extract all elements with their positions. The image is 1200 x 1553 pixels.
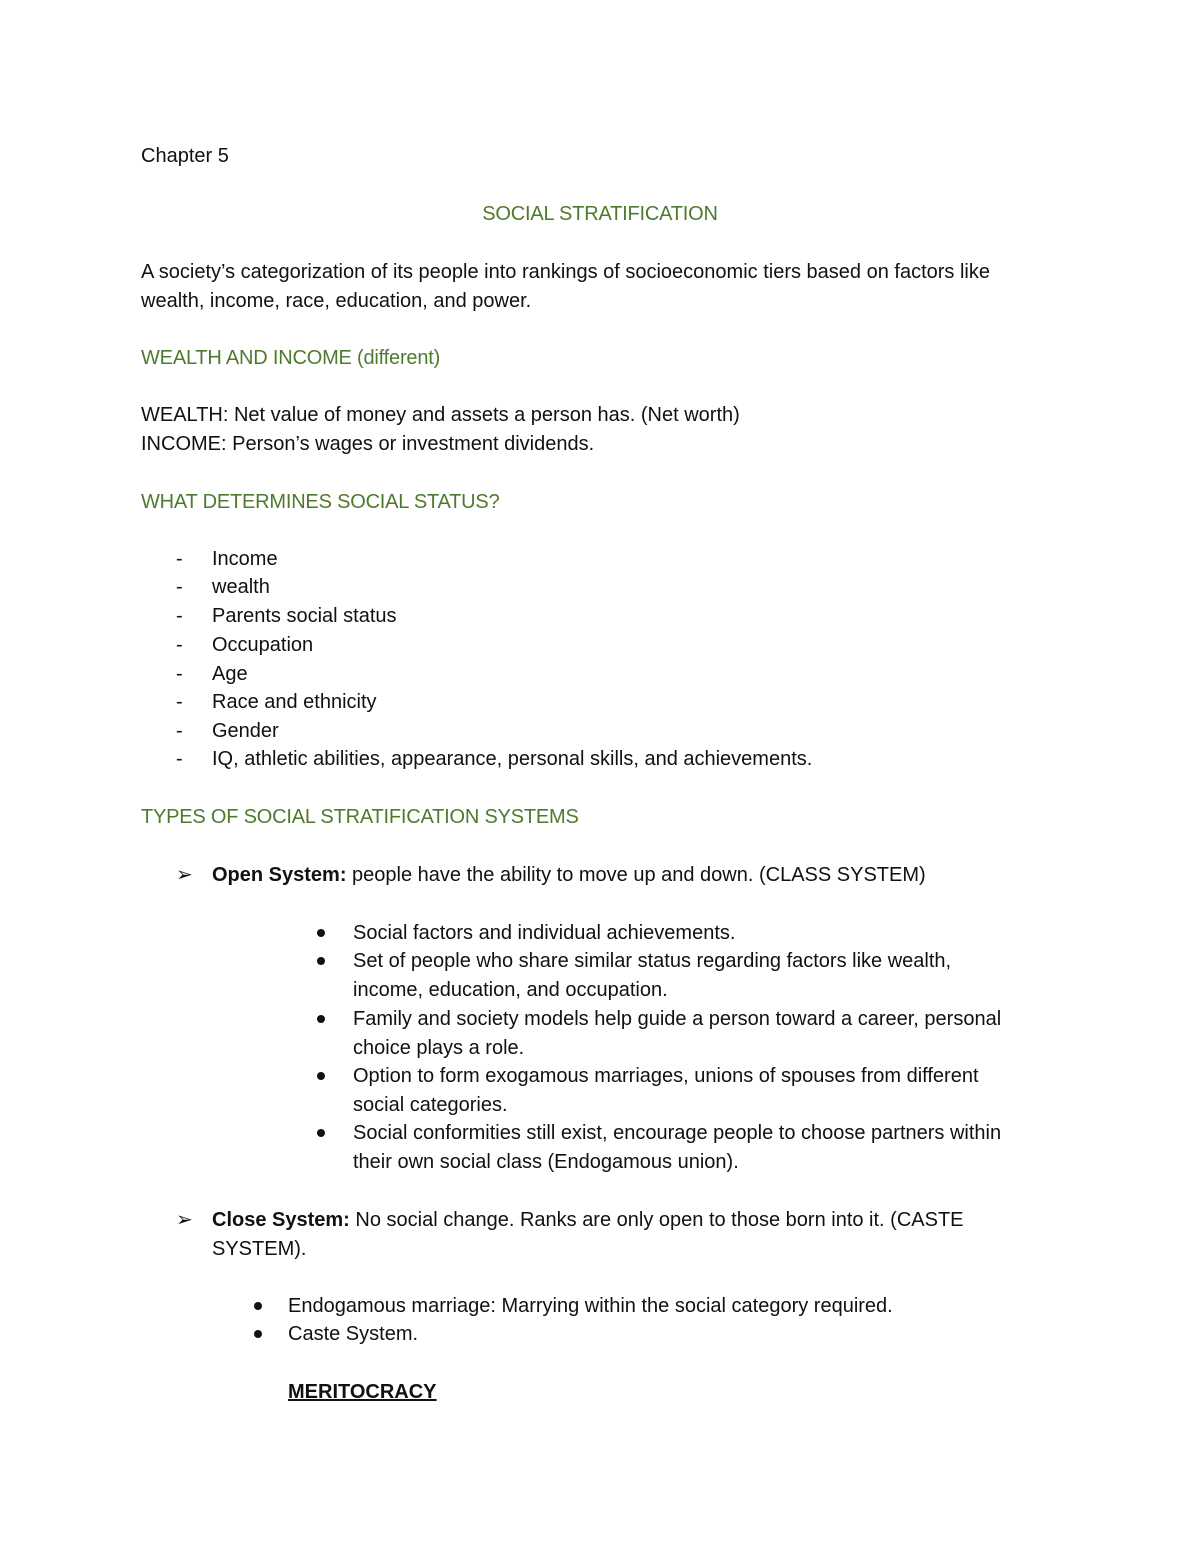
chapter-label: Chapter 5 <box>141 145 229 167</box>
bullet-dot-icon <box>254 1330 262 1338</box>
income-definition: INCOME: Person’s wages or investment dividends. <box>141 433 595 455</box>
wealth-definition: WEALTH: Net value of money and assets a person has. (Net worth) <box>141 404 740 426</box>
bullet-line: Family and society models help guide a person toward a career, personal <box>353 1008 1002 1030</box>
meritocracy-heading: MERITOCRACY <box>288 1381 437 1403</box>
wealth-income-heading: WEALTH AND INCOME (different) <box>141 347 441 369</box>
definition-line-1: A society’s categorization of its people into rankings of socioeconomic tiers based on factors like <box>141 261 990 283</box>
types-heading: TYPES OF SOCIAL STRATIFICATION SYSTEMS <box>141 806 579 828</box>
dash-marker: - <box>176 605 183 627</box>
dash-marker: - <box>176 634 183 656</box>
bullet-line: Caste System. <box>288 1323 419 1345</box>
dash-marker: - <box>176 720 183 742</box>
dash-marker: - <box>176 548 183 570</box>
close-system-line-continued: SYSTEM). <box>212 1238 307 1260</box>
bullet-line-continued: social categories. <box>353 1094 508 1116</box>
list-item-text: Gender <box>212 720 279 742</box>
bullet-line: Endogamous marriage: Marrying within the social category required. <box>288 1295 893 1317</box>
bullet-line: Social factors and individual achievements. <box>353 922 736 944</box>
close-system-text: No social change. Ranks are only open to those born into it. (CASTE <box>349 1209 964 1231</box>
bullet-dot-icon <box>317 957 325 965</box>
list-item-text: Age <box>212 663 248 685</box>
social-status-heading: WHAT DETERMINES SOCIAL STATUS? <box>141 491 500 513</box>
list-item-text: Race and ethnicity <box>212 691 377 713</box>
list-item-text: wealth <box>212 576 270 598</box>
bullet-dot-icon <box>317 1015 325 1023</box>
arrow-bullet-icon: ➢ <box>176 864 193 886</box>
arrow-bullet-icon: ➢ <box>176 1209 193 1231</box>
bullet-dot-icon <box>317 929 325 937</box>
bullet-line-continued: their own social class (Endogamous union). <box>353 1151 739 1173</box>
bullet-line: Social conformities still exist, encourage people to choose partners within <box>353 1122 1002 1144</box>
dash-marker: - <box>176 691 183 713</box>
dash-marker: - <box>176 748 183 770</box>
dash-marker: - <box>176 576 183 598</box>
page-title: SOCIAL STRATIFICATION <box>482 203 718 225</box>
dash-marker: - <box>176 663 183 685</box>
open-system-line <box>212 861 926 889</box>
bullet-dot-icon <box>254 1302 262 1310</box>
bullet-dot-icon <box>317 1072 325 1080</box>
list-item-text: Parents social status <box>212 605 397 627</box>
bullet-line-continued: choice plays a role. <box>353 1037 525 1059</box>
list-item-text: IQ, athletic abilities, appearance, personal skills, and achievements. <box>212 748 813 770</box>
list-item-text: Occupation <box>212 634 314 656</box>
definition-line-2: wealth, income, race, education, and power. <box>141 290 532 312</box>
close-system-line <box>212 1206 964 1234</box>
list-item-text: Income <box>212 548 278 570</box>
close-system-label: Close System: <box>212 1209 350 1231</box>
bullet-line: Option to form exogamous marriages, unions of spouses from different <box>353 1065 979 1087</box>
open-system-text: people have the ability to move up and down. (CLASS SYSTEM) <box>346 864 926 886</box>
open-system-label: Open System: <box>212 864 347 886</box>
bullet-line: Set of people who share similar status regarding factors like wealth, <box>353 950 952 972</box>
bullet-dot-icon <box>317 1129 325 1137</box>
bullet-line-continued: income, education, and occupation. <box>353 979 668 1001</box>
